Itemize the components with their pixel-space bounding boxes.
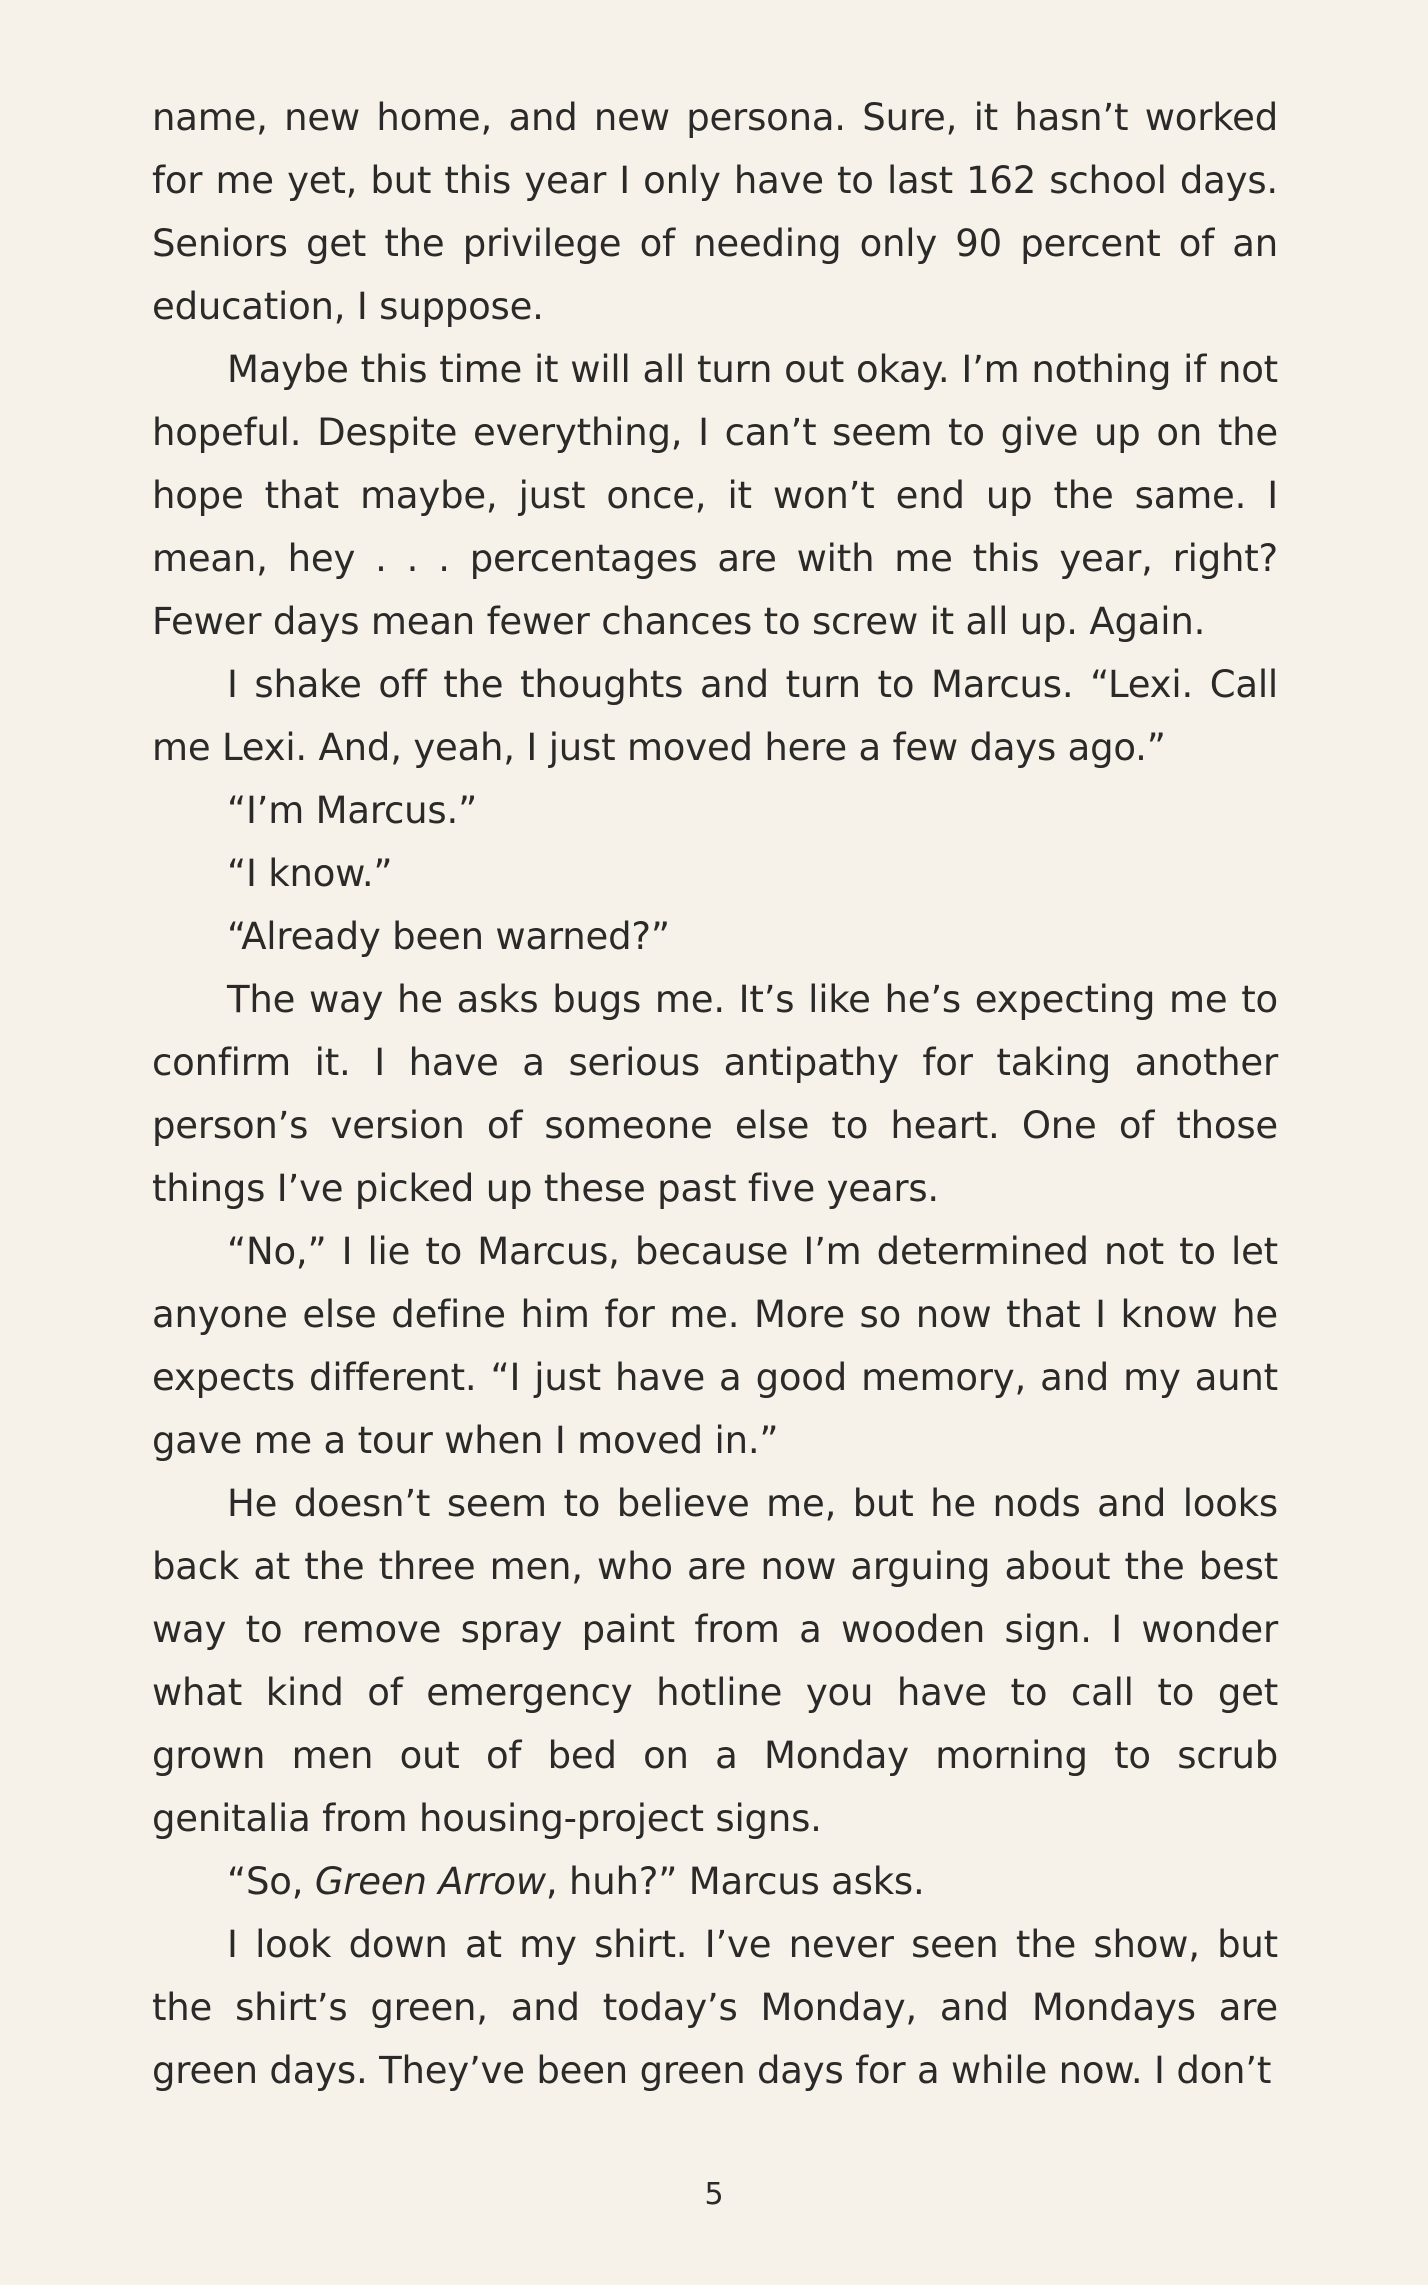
dialogue-already-warned: “Already been warned?” (227, 915, 670, 958)
quote-after: , huh?” Marcus asks. (545, 1860, 925, 1903)
paragraph-hopeful: Maybe this time it will all turn out okay. I’m nothing if not hopeful. Despite everything, I can’t seem to give up on the hope that maybe, just once, it won’t end up the same. I mean, hey . . . percentages are with me this year, right? Fewer days mean fewer chances to screw it all up. Again. (152, 348, 1278, 643)
dialogue-green-arrow (152, 1850, 1278, 1913)
paragraph-shirt: I look down at my shirt. I’ve never seen the show, but the shirt’s green, and today’s Monday, and Mondays are green days. They’ve been green days for a while now. I don’t (152, 1923, 1278, 2092)
quote-italic-title: Green Arrow (314, 1860, 546, 1903)
quote-before: “So, (227, 1860, 315, 1903)
paragraph-i-lie: “No,” I lie to Marcus, because I’m determined not to let anyone else define him for me. More so now that I know he expects different. “I just have a good memory, and my aunt gave me a tour when I moved in.” (152, 1230, 1278, 1462)
page-number: 5 (704, 2177, 724, 2212)
paragraph-three-men: He doesn’t seem to believe me, but he nods and looks back at the three men, who are now arguing about the best way to remove spray paint from a wooden sign. I wonder what kind of emergency hotline you have to call to get grown men out of bed on a Monday morning to scrub genitalia from housing-project signs. (152, 1482, 1278, 1840)
paragraph-continued: name, new home, and new persona. Sure, it hasn’t worked for me yet, but this year I only have to last 162 school days. Seniors get the privilege of needing only 90 percent of an education, I suppose. (152, 96, 1278, 328)
paragraph-antipathy: The way he asks bugs me. It’s like he’s expecting me to confirm it. I have a serious antipathy for taking another person’s version of someone else to heart. One of those things I’ve picked up these past five years. (152, 978, 1278, 1210)
dialogue-i-know: “I know.” (227, 852, 393, 895)
book-page-text (152, 86, 1278, 2102)
paragraph-call-me-lexi: I shake off the thoughts and turn to Marcus. “Lexi. Call me Lexi. And, yeah, I just moved here a few days ago.” (152, 663, 1278, 769)
dialogue-im-marcus: “I’m Marcus.” (227, 789, 478, 832)
